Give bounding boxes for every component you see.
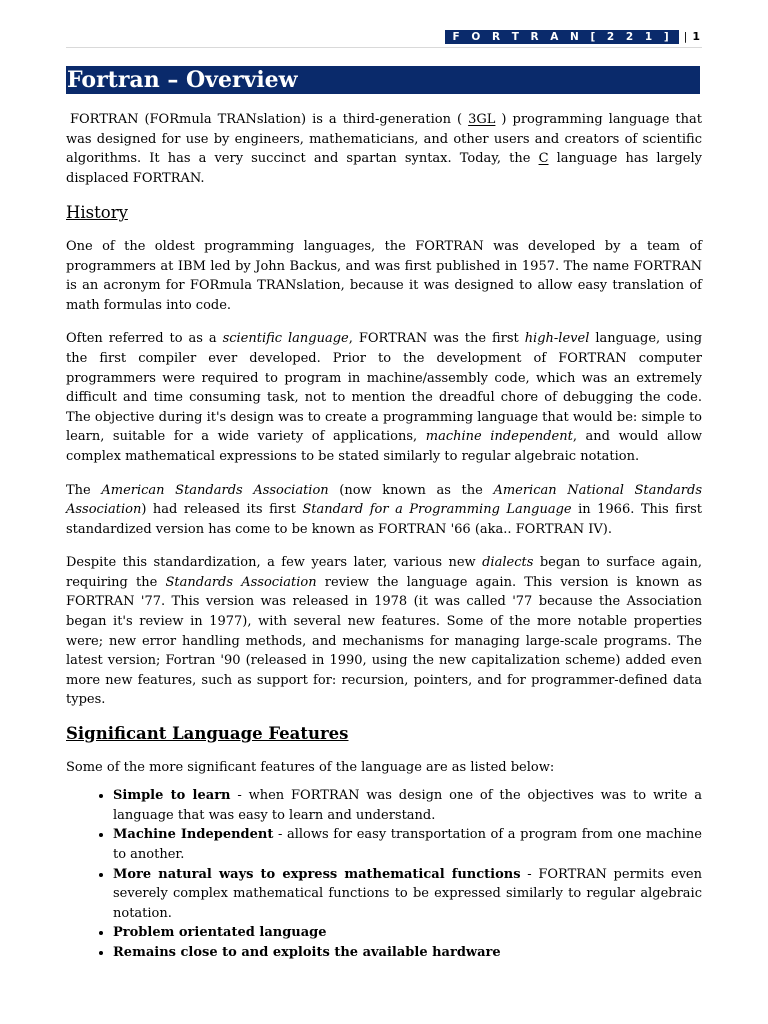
title-bar xyxy=(66,66,700,94)
list-item: • Remains close to and exploits the available hardware xyxy=(113,943,702,963)
page-title: Fortran – Overview xyxy=(67,67,298,93)
page-header xyxy=(445,28,700,45)
history-paragraph-4: Despite this standardization, a few years later, various new dialects began to surface again, requiring the Standards Association review the language again. This version is known as FORTRAN '77. This version was released in 1978 (it was called '77 because the Association began it's review in 1977), with several new features. Some of the more notable properties were; new error handling methods, and mechanisms for managing large-scale programs. The latest version; Fortran '90 (released in 1990, using the new capitalization scheme) added even more new features, such as support for: recursion, pointers, and for programmer-defined data types. xyxy=(66,555,703,708)
list-item: • Problem orientated language xyxy=(113,923,702,943)
header-tag: F O R T R A N [ 2 2 1 ] xyxy=(445,30,679,44)
link-3gl[interactable]: 3GL xyxy=(468,112,496,127)
history-paragraph-1: One of the oldest programming languages, the FORTRAN was developed by a team of programmers at IBM led by John Backus, and was first published in 1957. The name FORTRAN is an acronym for FORmula TRANslation, because it was designed to allow easy translation of math formulas into code. xyxy=(66,238,702,313)
link-c[interactable]: C xyxy=(538,151,549,167)
page-number: 1 xyxy=(692,30,700,43)
list-item: • More natural ways to express mathematical functions - FORTRAN permits even severely complex mathematical functions to be expressed similarly to regular algebraic notation. xyxy=(113,865,702,924)
features-heading: Significant Language Features xyxy=(66,724,349,744)
history-paragraph-2: Often referred to as a scientific language, FORTRAN was the first high-level language, using the first compiler ever developed. Prior to the development of FORTRAN computer programmers were required to program in machine/assembly code, which was an extremely difficult and time consuming task, not to mention the dreadful chore of debugging the code. The objective during it's design was to create a programming language that would be: simple to learn, suitable for a wide variety of applications, machine independent, and would allow complex mathematical expressions to be stated similarly to regular algebraic notation. xyxy=(66,331,703,464)
features-list xyxy=(66,786,702,962)
history-heading: History xyxy=(66,203,128,223)
header-separator: | xyxy=(683,30,688,43)
list-item: • Simple to learn - when FORTRAN was design one of the objectives was to write a language that was easy to learn and understand. xyxy=(113,786,702,825)
intro-paragraph: FORTRAN (FORmula TRANslation) is a third-generation ( 3GL ) programming language that was designed for use by engineers, mathematicians, and other users and creators of scientific algorithms. It has a very succinct and spartan syntax. Today, the C language has largely displaced FORTRAN. xyxy=(66,112,702,186)
document-body xyxy=(66,110,702,963)
history-paragraph-3: The American Standards Association (now known as the American National Standards Association) had released its first Standard for a Programming Language in 1966. This first standardized version has come to be known as FORTRAN '66 (aka.. FORTRAN IV). xyxy=(66,482,702,537)
list-item: • Machine Independent - allows for easy transportation of a program from one machine to another. xyxy=(113,825,702,864)
features-intro: Some of the more significant features of the language are as listed below: xyxy=(66,759,555,775)
header-rule xyxy=(66,47,702,48)
